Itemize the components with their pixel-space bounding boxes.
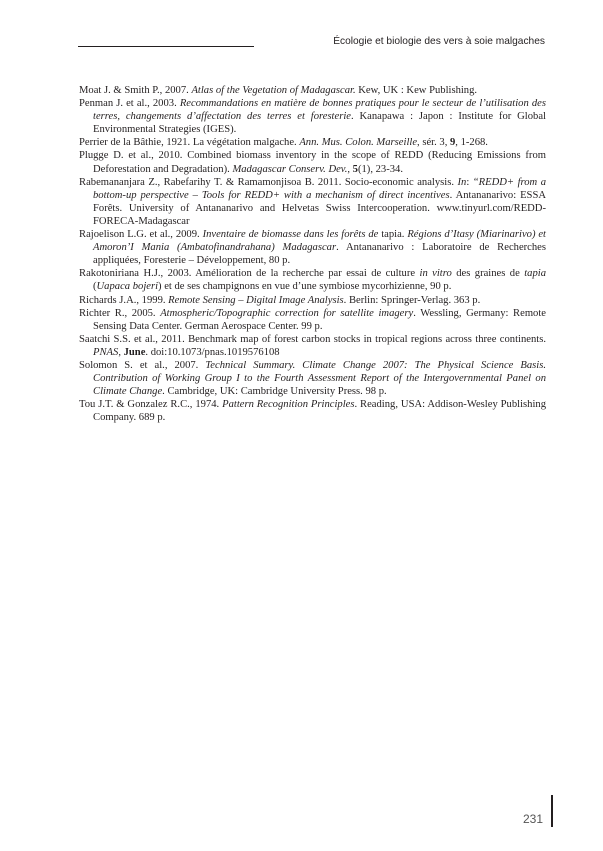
reference-text: tapia. (378, 229, 408, 241)
reference-text: Atmospheric/Topographic correction for satellite imagery (160, 307, 414, 319)
reference-text: Rakotoniriana H.J., 2003. Amélioration de la recherche par essai de culture (79, 268, 420, 280)
reference-text: Atlas of the Vegetation of Madagascar. (191, 85, 356, 96)
reference-entry (79, 307, 546, 333)
reference-entry (79, 136, 546, 149)
reference-text: Penman J. et al., 2003. (79, 98, 180, 110)
reference-text: , (347, 163, 353, 175)
reference-entry (79, 398, 546, 424)
reference-entry (79, 97, 546, 136)
reference-text: . Antananarivo : Laboratoire de Recherches appliquées, Foresterie – Développement, 80 p. (93, 242, 546, 267)
reference-text: Madagascar Conserv. Dev. (232, 163, 348, 175)
reference-text: . Wessling, Germany: Remote Sensing Data Center. German Aerospace Center. 99 p. (93, 307, 546, 332)
reference-text: . Cambridge, UK: Cambridge University Press. 98 p. (162, 386, 387, 398)
reference-entry (79, 84, 546, 97)
reference-entry (79, 333, 546, 359)
reference-text: 5 (352, 163, 358, 175)
reference-text: Plugge D. et al., 2010. Combined biomass inventory in the scope of REDD (Reducing Emissions from Deforestation and Degradation). (79, 150, 546, 175)
reference-text: in vitro (419, 268, 452, 280)
page-number-bar (551, 795, 553, 827)
reference-text: Solomon S. et al., 2007. (79, 359, 206, 371)
reference-text: Moat J. & Smith P., 2007. (79, 85, 192, 96)
reference-entry (79, 149, 546, 175)
reference-entry (79, 267, 546, 293)
reference-text: Rajoelison L.G. et al., 2009. (79, 229, 203, 241)
reference-text: Perrier de la Bâthie, 1921. La végétation malgache. (79, 137, 300, 149)
reference-text: . Reading, USA: Addison-Wesley Publishing Company. 689 p. (93, 399, 546, 424)
reference-entry (79, 228, 546, 267)
reference-text: tapia (524, 268, 546, 280)
reference-text: Pattern Recognition Principles (222, 399, 355, 411)
reference-text: Uapaca bojeri (96, 281, 159, 293)
reference-entry (79, 294, 546, 307)
reference-text: Richter R., 2005. (79, 307, 161, 319)
reference-entry (79, 176, 546, 228)
reference-text: Ann. Mus. Colon. Marseille (299, 137, 418, 149)
reference-text: June (123, 346, 146, 358)
reference-text: : (466, 176, 473, 188)
header-rule (78, 46, 254, 47)
running-title: Écologie et biologie des vers à soie malgaches (333, 36, 545, 47)
reference-text: ( (93, 281, 97, 293)
reference-text: des graines de (451, 268, 525, 280)
reference-text: PNAS (93, 346, 119, 358)
reference-text: . Berlin: Springer-Verlag. 363 p. (343, 294, 481, 306)
reference-text: Tou J.T. & Gonzalez R.C., 1974. (79, 399, 223, 411)
page-number: 231 (522, 812, 543, 826)
reference-text: Régions d’Itasy (Miarinarivo) et Amoron’I Mania (Ambatofinandrahana) Madagascar (93, 229, 547, 254)
reference-text: ) et de ses champignons en vue d’une symbiose mycorhizienne, 90 p. (158, 281, 452, 293)
reference-text: Kew, UK : Kew Publishing. (355, 85, 478, 96)
reference-text: Saatchi S.S. et al., 2011. Benchmark map of forest carbon stocks in tropical regions across three continents. (79, 333, 546, 345)
reference-text: , 1-268. (455, 137, 488, 149)
reference-text: Inventaire de biomasse dans les forêts de (202, 229, 379, 241)
reference-text: Richards J.A., 1999. (79, 294, 169, 306)
reference-text: “REDD+ from a bottom-up perspective – Tools for REDD+ with a mechanism of direct incentives (93, 176, 546, 201)
reference-text: Remote Sensing – Digital Image Analysis (168, 294, 344, 306)
reference-text: . Kanapawa : Japon : Institute for Global Environmental Strategies (IGES). (93, 111, 546, 136)
reference-text: . doi:10.1073/pnas.1019576108 (145, 346, 280, 358)
reference-text: Recommandations en matière de bonnes pratiques pour le secteur de l’utilisation des terres, changements d’affectation des terres et foresterie (93, 98, 546, 123)
reference-text: (1), 23-34. (357, 163, 403, 175)
reference-text: , sér. 3, (417, 137, 450, 149)
reference-text: 9 (450, 137, 456, 149)
reference-text: . Antananarivo: ESSA Forêts. University of Antananarivo and Helvetas Swiss Intercooperation. www.tinyurl.com/REDD-FORECA-Madagascar (93, 189, 546, 227)
reference-text: Technical Summary. Climate Change 2007: The Physical Science Basis. Contribution of Working Group I to the Fourth Assessment Report of the Intergovernmental Panel on Climate Change (93, 359, 547, 398)
reference-text: In (457, 176, 467, 188)
reference-entry (79, 359, 546, 398)
reference-text: , (118, 346, 124, 358)
reference-text: Rabemananjara Z., Rabefarihy T. & Ramamonjisoa B. 2011. Socio-economic analysis. (79, 176, 458, 188)
reference-list (79, 84, 546, 424)
